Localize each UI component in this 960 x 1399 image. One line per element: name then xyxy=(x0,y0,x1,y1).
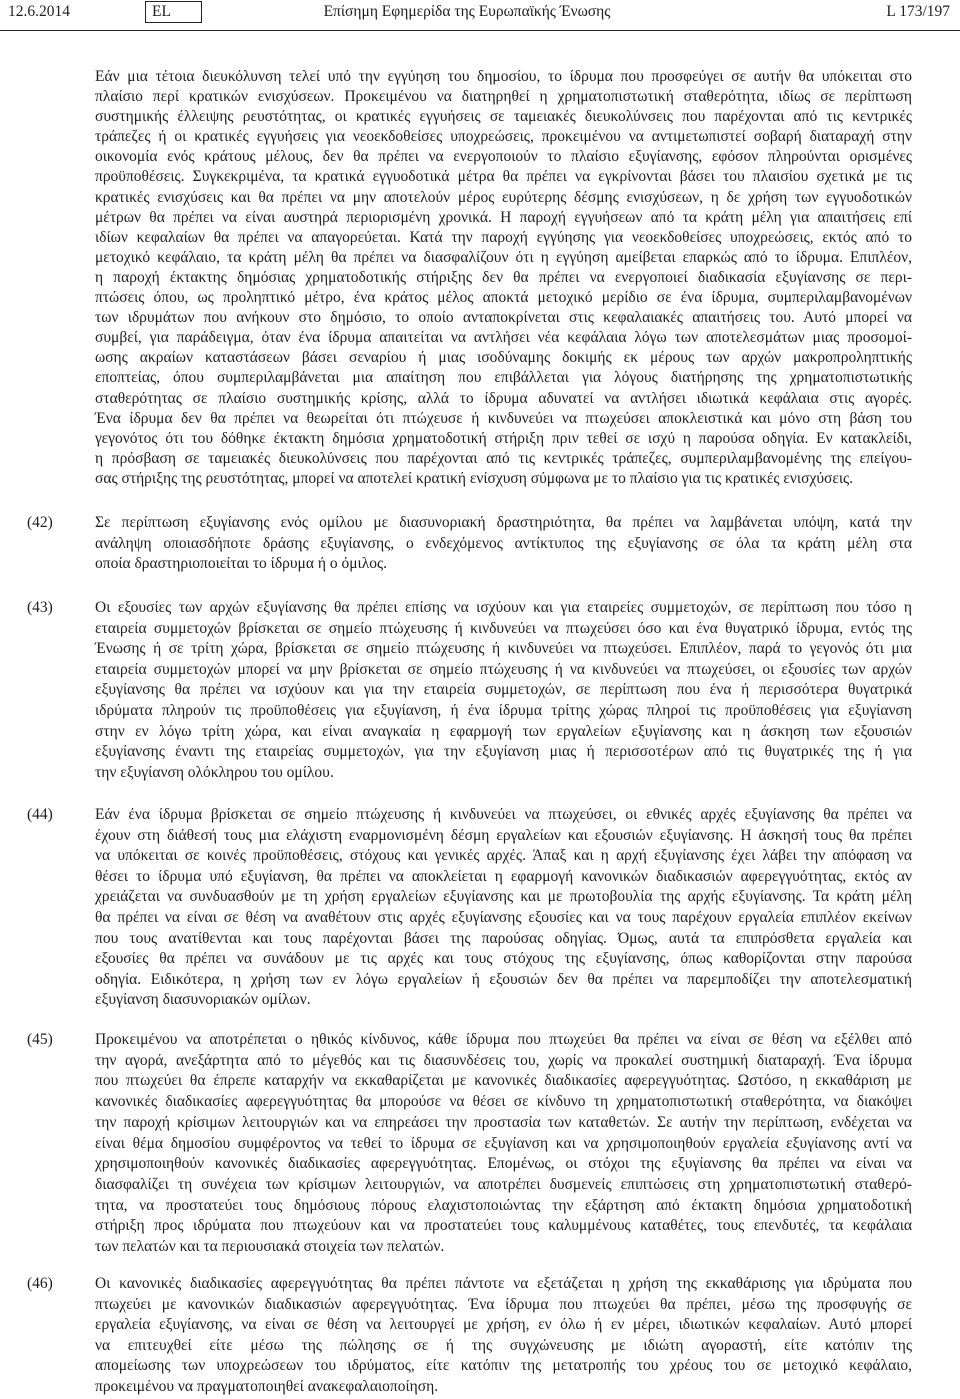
text-line: θα πρέπει να είναι σε θέση να αναθέτουν στις αρχές εξυγίανσης εξουσίες και να τους παρέχουν εργαλεία επιπλέον εκείνων xyxy=(95,908,912,926)
text-line: συμβεί, για παράδειγμα, όταν ένα ίδρυμα απαιτείται να αντλήσει νέα κεφάλαια λόγω των αποτελεσμάτων μιας προσομοί- xyxy=(95,329,912,347)
text-line: των πελατών και τα περιουσιακά στοιχεία των πελατών. xyxy=(95,1238,445,1256)
text-line: εξουσίες θα πρέπει να συνάδουν με τις αρχές και τους στόχους της εξυγίανσης, όπως καθορίζονται στην παρούσα xyxy=(95,950,912,968)
text-line: έχουν στη διάθεσή τους μια ελάχιστη εναρμονισμένη δέσμη εργαλείων και εξουσιών εξυγίανσης. Η άσκησή τους θα πρέπει xyxy=(95,826,912,844)
recital-number: (43) xyxy=(27,599,53,616)
text-line: πλαίσιο περί κρατικών ενισχύσεων. Προκειμένου να διατηρηθεί η χρηματοπιστωτική σταθερότητα, ιδίως σε περίπτωση xyxy=(95,88,912,106)
text-line: που τους ανατίθενται και τους παρέχονται βάσει της παρούσας οδηγίας. Όμως, αυτά τα επιπρόσθετα εργαλεία και xyxy=(95,929,912,947)
text-line: είναι θέμα δημοσίου συμφέροντος να τεθεί το ίδρυμα σε εξυγίανση και να χρησιμοποιηθούν εργαλεία εξυγίανσης αντί να xyxy=(95,1134,912,1152)
recital-number: (46) xyxy=(27,1275,53,1292)
page-reference: L 173/197 xyxy=(886,3,950,20)
text-line: σταθερότητας σε πλαίσιο συστημικής κρίσης, αλλά το ίδρυμα αδυνατεί να αντλήσει ιδιωτικά κεφάλαια στις αγορές. xyxy=(95,389,912,407)
text-line: ωσης ακραίων καταστάσεων βάσει σεναρίου ή μιας ισοδύναμης δοκιμής εκ μέρους των αρχών μακροπροληπτικής xyxy=(95,349,912,367)
recital-45 xyxy=(27,1030,912,1258)
text-line: μετοχικό κεφάλαιο, τα κράτη μέλη θα πρέπει να διασφαλίζουν ότι η εγγύηση αμείβεται επαρκώς από το ίδρυμα. Επιπλέον, xyxy=(95,248,912,266)
text-line: ιδρύματα πληρούν τις προϋποθέσεις για εξυγίανση, ή ένα ίδρυμα τρίτης χώρας πληροί τις προϋποθέσεις για εξυγίανση xyxy=(95,701,912,719)
text-line: χρησιμοποιηθούν κανονικές διαδικασίες αφερεγγυότητας. Επομένως, οι στόχοι της εξυγίανσης θα πρέπει να είναι να xyxy=(95,1155,912,1173)
text-line: Ένα ίδρυμα δεν θα πρέπει να θεωρείται ότι πτώχευσε ή κινδυνεύει να πτωχεύσει αποκλειστικά και μόνο στη βάση του xyxy=(95,409,912,427)
issue-date: 12.6.2014 xyxy=(8,3,70,20)
recital-43 xyxy=(27,598,912,783)
recital-42 xyxy=(27,513,912,575)
text-line: οποία δραστηριοποιείται το ίδρυμα ή ο όμιλος. xyxy=(95,555,387,572)
text-line: Σε περίπτωση εξυγίανσης ενός ομίλου με διασυνοριακή δραστηριότητα, θα πρέπει να λαμβάνεται υπόψη, κατά την xyxy=(95,514,912,531)
text-line: που πτωχεύει θα έπρεπε καταρχήν να εκκαθαρίζεται με κανονικές διαδικασίες αφερεγγυότητας. Ωστόσο, η εκκαθάριση με xyxy=(95,1072,912,1090)
text-line: οδηγία. Ειδικότερα, η χρήση των εν λόγω εργαλείων ή εξουσιών δεν θα πρέπει να παρεμποδίζει την αποτελεσματική xyxy=(95,970,912,988)
text-line: στην εν λόγω τρίτη χώρα, και είναι αναγκαία η εφαρμογή των εργαλείων εξυγίανσης και η άσκηση των εξουσιών xyxy=(95,722,912,740)
text-line: Εάν ένα ίδρυμα βρίσκεται σε σημείο πτώχευσης ή κινδυνεύει να πτωχεύσει, οι εθνικές αρχές εξυγίανσης θα πρέπει να xyxy=(95,806,912,823)
text-line: εξυγίανση διασυνοριακών ομίλων. xyxy=(95,991,311,1009)
journal-title: Επίσημη Εφημερίδα της Ευρωπαϊκής Ένωσης xyxy=(323,3,611,20)
text-line: ανάληψη οποιασδήποτε δράσης εξυγίανσης, ο ενδεχόμενος αντίκτυπος της εξυγίανσης σε όλα τα κράτη μέλη στα xyxy=(95,534,912,552)
text-line: την αγορά, ανεξάρτητα από το μέγεθός και τις διασυνδέσεις του, χωρίς να προκαλεί συστημική διαταραχή. Ένα ίδρυμα xyxy=(95,1051,912,1069)
text-line: πτωχεύει με κανονικών διαδικασιών αφερεγγυότητας. Ένα ίδρυμα που πτωχεύει θα πρέπει, μέσω της προσφυγής σε xyxy=(95,1295,912,1313)
text-line: χρειάζεται να συνδυασθούν με τη χρήση εργαλείων εξυγίανσης και με πρωτοβουλία της αρχής εξυγίανσης. Τα κράτη μέλη xyxy=(95,888,912,906)
text-line: η πρόσβαση σε ταμειακές διευκολύνσεις που παρέχονται από τις κεντρικές τράπεζες, συμπεριλαμβανομένης της επείγου- xyxy=(95,449,912,467)
text-line: γεγονότος ότι του δόθηκε έκτακτη δημόσια χρηματοδοτική στήριξη πριν τεθεί σε ισχύ η παρούσα οδηγία. Εν κατακλείδι, xyxy=(95,429,912,447)
recital-44 xyxy=(27,805,912,1011)
text-line: προϋποθέσεις. Συγκεκριμένα, τα κρατικά εγγυοδοτικά μέτρα θα πρέπει να εγκρίνονται βάσει του πλαισίου σχετικά με τις xyxy=(95,168,912,186)
header-rule xyxy=(0,30,960,31)
text-line: μέτρων θα πρέπει να είναι αυστηρά περιορισμένη χρονικά. Η παροχή εγγυήσεων από τα κράτη μέλη για απαιτήσεις επί xyxy=(95,208,912,226)
text-line: να επιτευχθεί είτε μέσω της πώλησης σε ή της συγχώνευσης με ιδιώτη αγοραστή, είτε κατόπιν της xyxy=(95,1336,912,1354)
continued-paragraph xyxy=(95,67,912,489)
text-line: προκειμένου να πραγματοποιηθεί ανακεφαλαιοποίηση. xyxy=(95,1377,439,1395)
recital-number: (42) xyxy=(27,514,53,531)
text-line: τράπεζες ή οι κρατικές εγγυήσεις για νεοεκδοθείσες υποχρεώσεις, προκειμένου να αντιμετωπιστεί σοβαρή διαταραχή στην xyxy=(95,128,912,146)
text-line: εποπτείας, όπου συμπεριλαμβάνεται μια απαίτηση που επιβάλλεται για λόγους διατήρησης της χρηματοπιστωτικής xyxy=(95,369,912,387)
text-line: Προκειμένου να αποτρέπεται ο ηθικός κίνδυνος, κάθε ίδρυμα που πτωχεύει θα πρέπει να είναι σε θέση να εξέλθει από xyxy=(95,1031,912,1048)
text-line: των ιδρυμάτων που ανήκουν στο δημόσιο, το οποίο ανταποκρίνεται στις κεφαλαιακές απαιτήσεις του. Αυτό μπορεί να xyxy=(95,309,912,327)
text-line: εξυγίανσης έναντι της εταιρείας συμμετοχών, για την εξυγίανση μιας ή περισσοτέρων από τις θυγατρικές της ή για xyxy=(95,743,912,761)
text-line: οικονομία ενός κράτους μέλους, δεν θα πρέπει να ενεργοποιούν το πλαίσιο εξυγίανσης, εφόσον πληρούνται ορισμένες xyxy=(95,148,912,166)
text-line: την εξυγίανση ολόκληρου του ομίλου. xyxy=(95,763,334,781)
text-line: σας στήριξης της ρευστότητας, μπορεί να αποτελεί κρατική ενίσχυση σύμφωνα με το πλαίσιο για τις κρατικές ενισχύσεις. xyxy=(95,469,854,487)
text-line: Οι εξουσίες των αρχών εξυγίανσης θα πρέπει επίσης να ισχύουν και για εταιρείες συμμετοχών, σε περίπτωση που τόσο η xyxy=(95,599,912,616)
text-line: τητα, να προστατεύει τους δημόσιους πόρους ελαχιστοποιώντας την εξάρτηση από έκτακτη δημόσια χρηματοδοτική xyxy=(95,1196,912,1214)
text-line: Ένωσης ή σε τρίτη χώρα, βρίσκεται σε σημείο πτώχευσης ή κινδυνεύει να πτωχεύσει. Επιπλέον, παρά το γεγονός ότι μια xyxy=(95,640,912,658)
recital-46 xyxy=(27,1274,912,1398)
text-line: απομείωσης των υποχρεώσεων του ιδρύματος, είτε κατόπιν της μετατροπής του χρέους του σε μετοχικό κεφάλαιο, xyxy=(95,1357,912,1375)
text-line: εταιρεία συμμετοχών μπορεί να μην βρίσκεται σε σημείο πτώχευσης ή να κινδυνεύει να πτωχεύσει, οι εξουσίες των αρχών xyxy=(95,660,912,678)
text-line: κρατικές ενισχύσεις και θα πρέπει να μην αποτελούν μέρος ευρύτερης δέσμης ενισχύσεων, η δε χρήση των εγγυοδοτικών xyxy=(95,188,912,206)
recital-number: (44) xyxy=(27,806,53,823)
text-line: πτώσεις όπου, ως προληπτικό μέτρο, ένα κράτος μέλος αποκτά μετοχικό μερίδιο σε ένα ίδρυμα, συμπεριλαμβανομένων xyxy=(95,289,912,307)
text-line: εξυγίανσης θα πρέπει να ισχύουν και για την εταιρεία συμμετοχών, σε περίπτωση που ένα ή περισσότερα θυγατρικά xyxy=(95,681,912,699)
text-line: ιδίων κεφαλαίων θα πρέπει να απαγορεύεται. Κατά την παροχή εγγύησης για νεοεκδοθείσες υποχρεώσεις, εκτός από το xyxy=(95,228,912,246)
text-line: θέσει το ίδρυμα υπό εξυγίανση, θα πρέπει να αποκλείεται η εφαρμογή κανονικών διαδικασιών αφερεγγυότητας, εκτός αν xyxy=(95,867,912,885)
text-line: κανονικές διαδικασίες αφερεγγυότητας θα μπορούσε να θέσει σε κίνδυνο τη χρηματοπιστωτική σταθερότητα, να διακόψει xyxy=(95,1093,912,1111)
text-line: Εάν μια τέτοια διευκόλυνση τελεί υπό την εγγύηση του δημοσίου, το ίδρυμα που προσφεύγει σε αυτήν θα υπόκειται στο xyxy=(95,68,912,85)
text-line: συστημικής έλλειψης ρευστότητας, οι κρατικές εγγυήσεις σε ταμειακές διευκολύνσεις που παρέχονται από τις κεντρικές xyxy=(95,108,912,126)
text-line: εταιρεία συμμετοχών βρίσκεται σε σημείο πτώχευσης ή κινδυνεύει να πτωχεύσει όσο και ένα θυγατρικό ίδρυμα, εντός της xyxy=(95,619,912,637)
language-code-badge: EL xyxy=(145,1,202,23)
text-line: Οι κανονικές διαδικασίες αφερεγγυότητας θα πρέπει πάντοτε να εξετάζεται η χρήση της εκκαθάρισης για ιδρύματα που xyxy=(95,1275,912,1292)
text-line: εργαλεία εξυγίανσης, να είναι σε θέση να λειτουργεί με χρήση, εν όλω ή εν μέρει, ιδιωτικών κεφαλαίων. Αυτό μπορεί xyxy=(95,1316,912,1334)
text-line: διασφαλίζει τη συνέχεια των κρίσιμων λειτουργιών, να αποτρέπει δυσμενείς επιπτώσεις στη χρηματοπιστωτική σταθερό- xyxy=(95,1175,912,1193)
text-line: η παροχή έκτακτης δημόσιας χρηματοδοτικής στήριξης δεν θα πρέπει να ενεργοποιεί διαδικασία εξυγίανσης σε περι- xyxy=(95,268,912,286)
text-line: να υπόκειται σε κοινές προϋποθέσεις, στόχους και γενικές αρχές. Άπαξ και η αρχή εξυγίανσης έχει λάβει την απόφαση να xyxy=(95,847,912,865)
text-line: στήριξη προς ιδρύματα που πτωχεύουν και να προστατεύει τους καλυμμένους καταθέτες, τους επενδυτές, τα κεφάλαια xyxy=(95,1217,912,1235)
recital-number: (45) xyxy=(27,1031,53,1048)
text-line: την παροχή κρίσιμων λειτουργιών και να επηρεάσει την προστασία των καταθετών. Σε αυτήν την περίπτωση, ενδέχεται να xyxy=(95,1113,912,1131)
